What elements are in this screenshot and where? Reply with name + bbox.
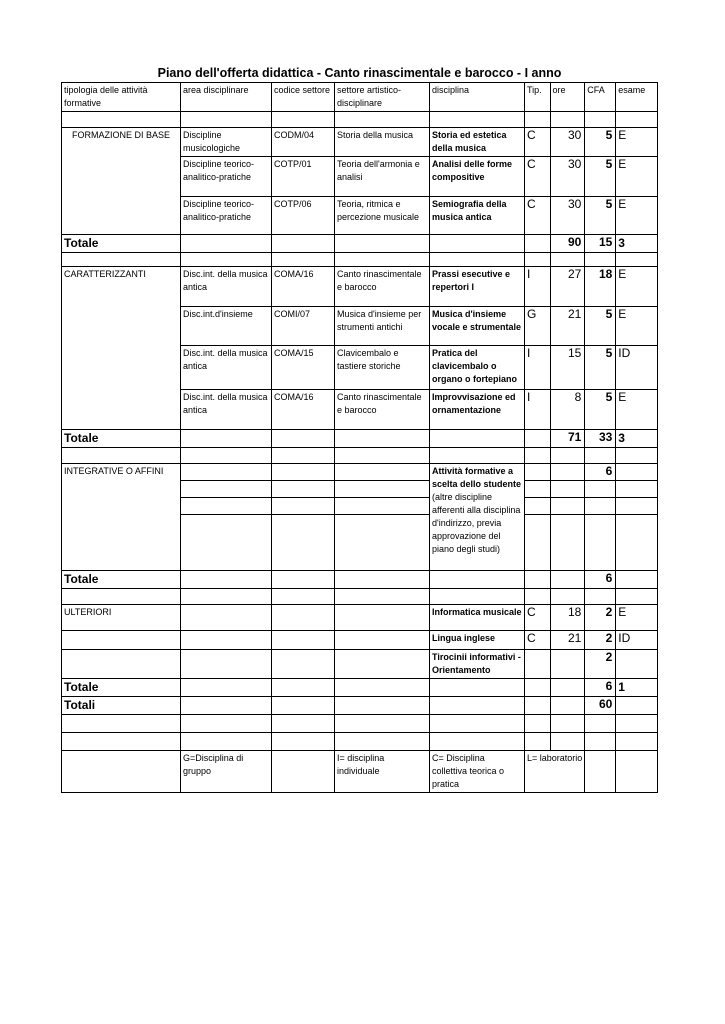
header-tip: Tip. (525, 83, 551, 112)
table-row (62, 631, 658, 650)
page-title: Piano dell'offerta didattica - Canto rinascimentale e barocco - I anno (157, 66, 562, 80)
cell-disciplina: Musica d'insieme vocale e strumentale (430, 307, 525, 346)
cell-area: Discipline musicologiche (181, 128, 272, 157)
cell-esame: ID (616, 631, 658, 650)
cell-cfa: 5 (585, 390, 616, 430)
cell-settore: Storia della musica (335, 128, 430, 157)
total-cfa: 6 (585, 571, 616, 589)
cell-tip: G (525, 307, 551, 346)
cell-tip: C (525, 631, 551, 650)
cell-cfa: 5 (585, 197, 616, 235)
header-area: area disciplinare (181, 83, 272, 112)
cell-cfa: 6 (585, 464, 616, 481)
cell-tip: I (525, 346, 551, 390)
cell-tip: I (525, 390, 551, 430)
header-esame: esame (616, 83, 658, 112)
spacer-row (62, 112, 658, 128)
total-ore: 90 (550, 235, 585, 253)
cell-esame: ID (616, 346, 658, 390)
total-row (62, 571, 658, 589)
cell-tip: C (525, 197, 551, 235)
cell-area: Disc.int. della musica antica (181, 346, 272, 390)
cell-ore: 30 (550, 128, 585, 157)
total-label: Totale (62, 571, 181, 589)
cell-tip: C (525, 605, 551, 631)
header-cfa: CFA (585, 83, 616, 112)
cell-disciplina (430, 464, 525, 571)
cell-area: Discipline teorico-analitico-pratiche (181, 197, 272, 235)
cell-ore: 30 (550, 197, 585, 235)
legend-g: G=Disciplina di gruppo (181, 751, 272, 793)
cell-cfa: 18 (585, 267, 616, 307)
cell-disciplina: Lingua inglese (430, 631, 525, 650)
total-esame: 3 (616, 235, 658, 253)
spacer-row (62, 253, 658, 267)
cell-area: Discipline teorico-analitico-pratiche (181, 157, 272, 197)
cell-tip: C (525, 157, 551, 197)
cell-ore: 21 (550, 631, 585, 650)
total-label: Totale (62, 235, 181, 253)
cell-esame: E (616, 390, 658, 430)
cell-codice: COMI/07 (272, 307, 335, 346)
spacer-row (62, 589, 658, 605)
legend-i: I= disciplina individuale (335, 751, 430, 793)
cell-area: Disc.int. della musica antica (181, 267, 272, 307)
total-row (62, 679, 658, 697)
cell-esame: E (616, 157, 658, 197)
cell-ore: 27 (550, 267, 585, 307)
grand-total-cfa: 60 (585, 697, 616, 715)
header-codice: codice settore (272, 83, 335, 112)
grand-total-label: Totali (62, 697, 181, 715)
header-ore: ore (550, 83, 585, 112)
cell-cfa: 5 (585, 346, 616, 390)
disciplina-note: (altre discipline afferenti alla disciplina d'indirizzo, previa approvazione del piano degli studi) (432, 492, 521, 554)
spacer-row (62, 733, 658, 751)
table-row (62, 650, 658, 679)
cell-disciplina: Informatica musicale (430, 605, 525, 631)
total-cfa: 6 (585, 679, 616, 697)
table-row (62, 464, 658, 481)
cell-esame: E (616, 128, 658, 157)
cell-cfa: 5 (585, 307, 616, 346)
cell-codice: COTP/06 (272, 197, 335, 235)
cell-cfa: 2 (585, 631, 616, 650)
cell-ore: 15 (550, 346, 585, 390)
cell-disciplina: Improvvisazione ed ornamentazione (430, 390, 525, 430)
table-row (62, 267, 658, 307)
cell-esame: E (616, 307, 658, 346)
section-label-caratterizzanti: CARATTERIZZANTI (62, 267, 181, 430)
header-settore: settore artistico-disciplinare (335, 83, 430, 112)
cell-disciplina: Pratica del clavicembalo o organo o fortepiano (430, 346, 525, 390)
cell-disciplina: Semiografia della musica antica (430, 197, 525, 235)
total-esame: 3 (616, 430, 658, 448)
cell-esame: E (616, 267, 658, 307)
cell-cfa: 2 (585, 650, 616, 679)
section-label-ulteriori: ULTERIORI (62, 605, 181, 631)
header-tipologia: tipologia delle attività formative (62, 83, 181, 112)
cell-disciplina: Storia ed estetica della musica (430, 128, 525, 157)
total-ore: 71 (550, 430, 585, 448)
total-cfa: 33 (585, 430, 616, 448)
disciplina-title: Attività formative a scelta dello studente (432, 466, 522, 489)
cell-disciplina: Tirocinii informativi - Orientamento (430, 650, 525, 679)
legend-row (62, 751, 658, 793)
header-row (62, 83, 658, 112)
header-disciplina: disciplina (430, 83, 525, 112)
cell-ore: 30 (550, 157, 585, 197)
cell-cfa: 2 (585, 605, 616, 631)
section-label-integrative: INTEGRATIVE O AFFINI (62, 464, 181, 571)
total-row (62, 235, 658, 253)
cell-cfa: 5 (585, 128, 616, 157)
table-row (62, 128, 658, 157)
cell-settore: Canto rinascimentale e barocco (335, 267, 430, 307)
total-row (62, 430, 658, 448)
cell-ore: 18 (550, 605, 585, 631)
spacer-row (62, 448, 658, 464)
cell-codice: COMA/15 (272, 346, 335, 390)
cell-disciplina: Prassi esecutive e repertori I (430, 267, 525, 307)
total-label: Totale (62, 679, 181, 697)
cell-settore: Musica d'insieme per strumenti antichi (335, 307, 430, 346)
study-plan-table (61, 82, 658, 793)
cell-ore: 21 (550, 307, 585, 346)
legend-c: C= Disciplina collettiva teorica o pratica (430, 751, 525, 793)
cell-ore: 8 (550, 390, 585, 430)
cell-codice: COMA/16 (272, 267, 335, 307)
table-row (62, 605, 658, 631)
cell-settore: Teoria dell'armonia e analisi (335, 157, 430, 197)
cell-disciplina: Analisi delle forme compositive (430, 157, 525, 197)
total-cfa: 15 (585, 235, 616, 253)
cell-codice: COTP/01 (272, 157, 335, 197)
cell-area: Disc.int. della musica antica (181, 390, 272, 430)
total-esame: 1 (616, 679, 658, 697)
total-label: Totale (62, 430, 181, 448)
cell-codice: CODM/04 (272, 128, 335, 157)
cell-tip: C (525, 128, 551, 157)
section-label-base: FORMAZIONE DI BASE (62, 128, 181, 235)
grand-total-row (62, 697, 658, 715)
cell-settore: Clavicembalo e tastiere storiche (335, 346, 430, 390)
cell-settore: Canto rinascimentale e barocco (335, 390, 430, 430)
cell-esame: E (616, 605, 658, 631)
cell-settore: Teoria, ritmica e percezione musicale (335, 197, 430, 235)
cell-cfa: 5 (585, 157, 616, 197)
cell-esame: E (616, 197, 658, 235)
spacer-row (62, 715, 658, 733)
cell-area: Disc.int.d'insieme (181, 307, 272, 346)
cell-codice: COMA/16 (272, 390, 335, 430)
legend-l: L= laboratorio (525, 751, 585, 793)
cell-tip: I (525, 267, 551, 307)
